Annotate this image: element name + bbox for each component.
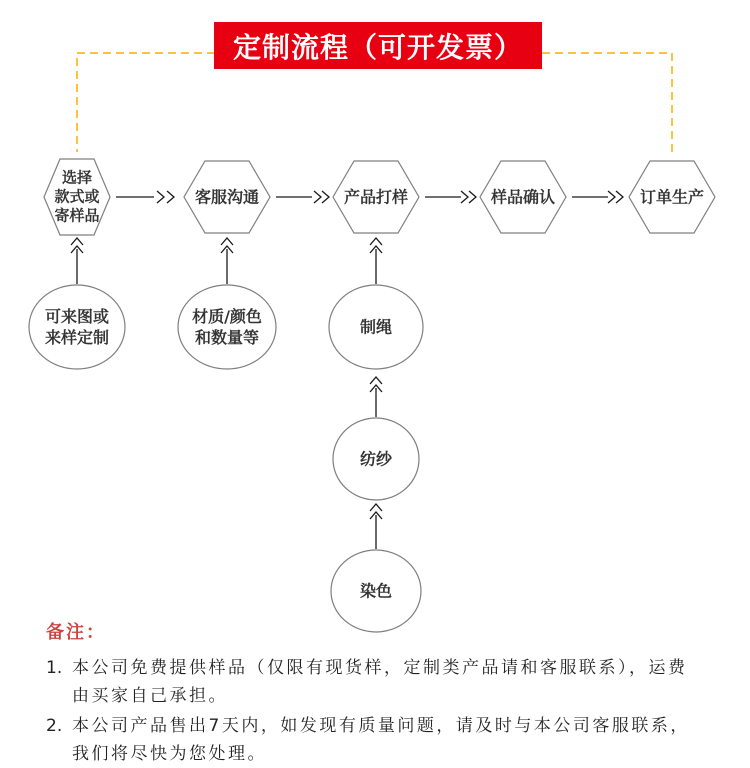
hexagon-label-customer-service: 客服沟通	[194, 187, 260, 207]
up-arrow-circle2-hex2	[221, 238, 233, 284]
note-item-2	[46, 712, 718, 768]
flow-arrow-4-5	[572, 191, 623, 203]
hexagon-label-order-production: 订单生产	[639, 187, 705, 207]
flow-arrow-2-3	[276, 191, 329, 203]
notes-heading: 备注：	[46, 622, 106, 643]
dashed-connector-left	[77, 53, 215, 152]
hexagon-label-select-style: 选择 款式或 寄样品	[54, 168, 100, 225]
hexagon-label-sample-confirm: 样品确认	[490, 187, 556, 207]
notes-section	[46, 618, 718, 768]
flow-arrow-1-2	[116, 191, 174, 203]
circle-label-spinning: 纺纱	[359, 449, 393, 469]
note-number: 1.	[46, 658, 63, 678]
circle-label-material-color: 材质/颜色 和数量等	[192, 307, 262, 347]
note-text: 本公司免费提供样品（仅限有现货样，定制类产品请和客服联系），运费 由买家自己承担。	[72, 658, 688, 706]
flow-arrow-3-4	[425, 191, 476, 203]
note-number: 2.	[46, 716, 63, 736]
up-arrow-circle1-hex1	[71, 238, 83, 284]
up-arrow-dyeing-spinning	[370, 504, 382, 549]
hexagon-label-sampling: 产品打样	[343, 187, 409, 207]
circle-label-dyeing: 染色	[359, 581, 393, 601]
circle-label-rope-making: 制绳	[359, 317, 393, 337]
up-arrow-rope-hex3	[370, 238, 382, 284]
note-text: 本公司产品售出7天内，如发现有质量问题，请及时与本公司客服联系， 我们将尽快为您处理。	[72, 716, 690, 764]
note-item-1	[46, 654, 718, 710]
dashed-connector-right	[542, 53, 672, 152]
circle-label-drawing-sample: 可来图或 来样定制	[44, 307, 110, 347]
banner-title: 定制流程（可开发票）	[214, 22, 542, 69]
up-arrow-spinning-rope	[370, 377, 382, 417]
